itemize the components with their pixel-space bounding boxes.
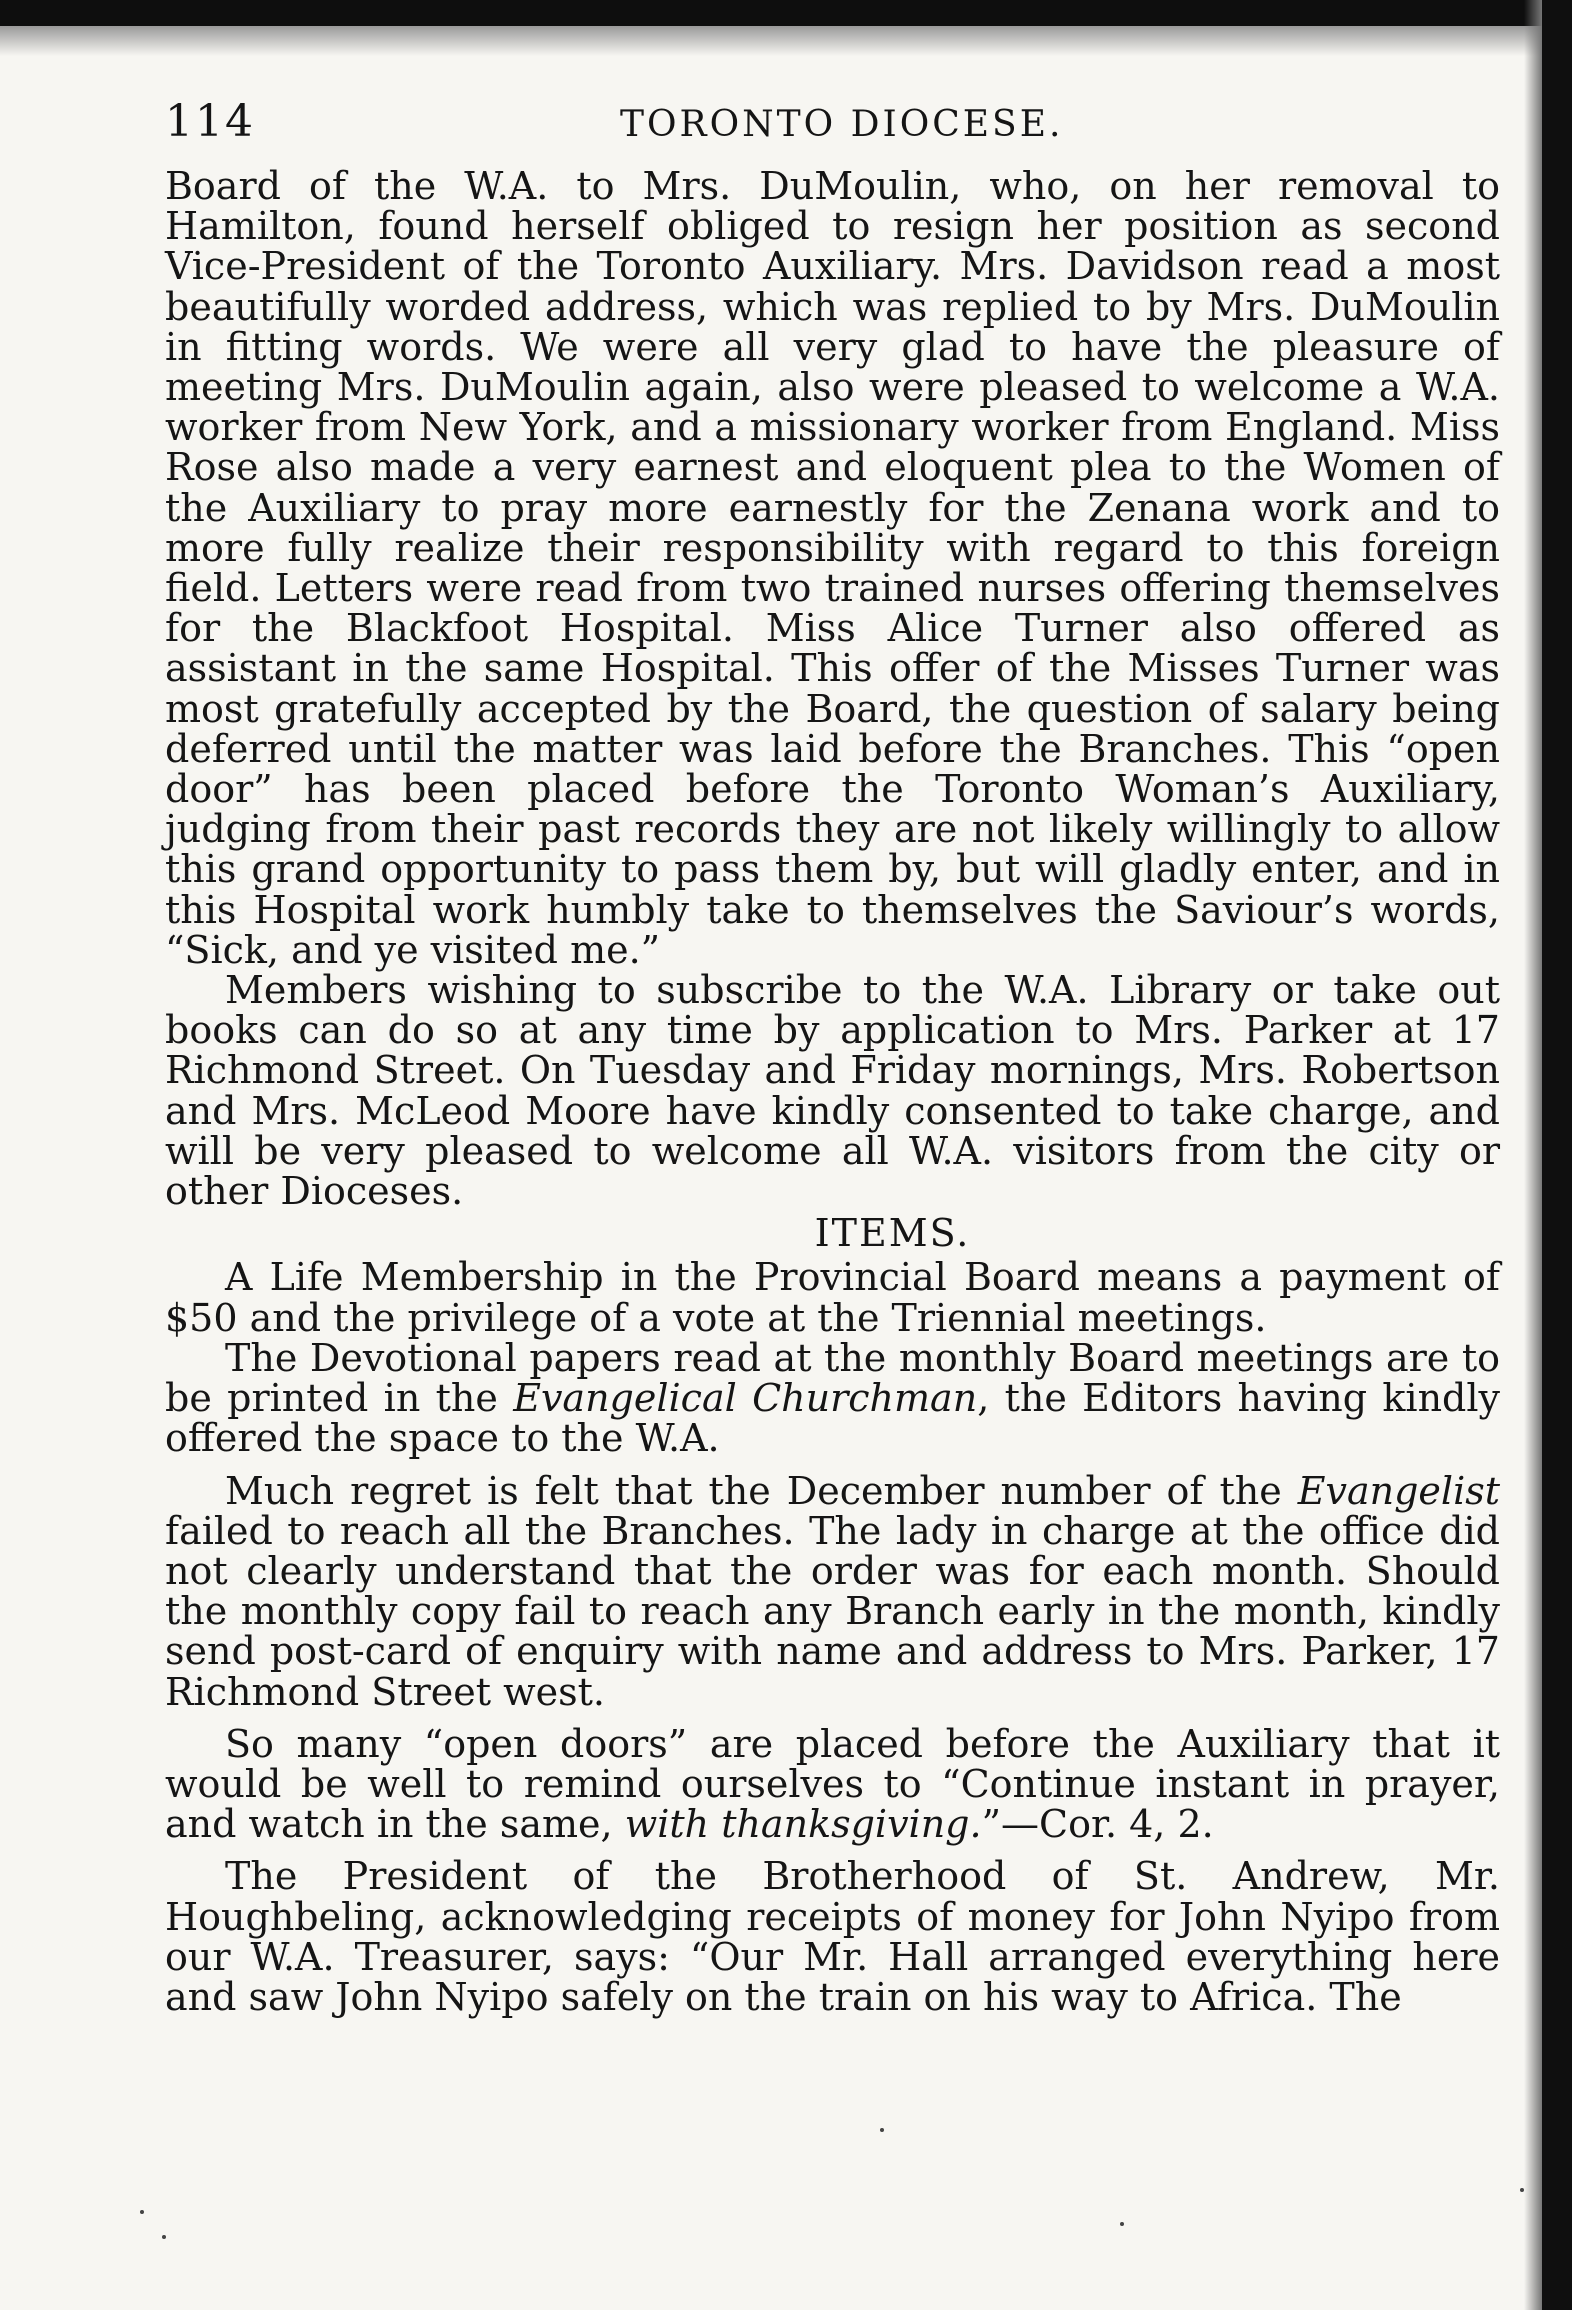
text-run: The Devotional papers read at the monthly Board meetings are to be printed in the — [165, 1335, 1500, 1421]
publication-title: Evangelical Churchman — [513, 1376, 978, 1421]
scan-speck — [140, 2210, 144, 2214]
paragraph-open-doors — [165, 1721, 1500, 1847]
items-heading: ITEMS. — [814, 1211, 971, 1256]
text-run: failed to reach all the Branches. The lady in charge at the office did not clearly understand that the order was for each month. Should the monthly copy fail to reach any Branch early in the month, kindly send post-card of enquiry with name and address to Mrs. Parker, 17 Richmond Street west. — [165, 1508, 1500, 1714]
page-number: 114 — [165, 96, 255, 147]
emphasis-text: with thanksgiving. — [624, 1802, 982, 1847]
paragraph-evangelist — [165, 1468, 1500, 1714]
publication-title: Evangelist — [1297, 1468, 1500, 1513]
scan-speck — [162, 2235, 166, 2239]
paragraph-brotherhood: The President of the Brotherhood of St. Andrew, Mr. Houghbeling, acknowledging receipts of money for John Nyipo from our W.A. Treasurer, says: “Our Mr. Hall arranged everything here and saw John Nyipo safely on the train on his way to Africa. The — [165, 1854, 1500, 2019]
text-run: So many “open doors” are placed before the Auxiliary that it would be well to remind ourselves to “Continue instant in prayer, and watch in the same, — [165, 1721, 1500, 1847]
paragraph-life-membership: A Life Membership in the Provincial Board means a payment of $50 and the privilege of a vote at the Triennial meetings. — [165, 1255, 1500, 1340]
scan-top-shadow — [0, 26, 1572, 56]
scan-speck — [1120, 2222, 1124, 2226]
text-run: Much regret is felt that the December number of the — [225, 1468, 1298, 1513]
scan-right-edge — [1542, 0, 1572, 2310]
book-page — [165, 96, 1500, 2017]
paragraph-hospital: Board of the W.A. to Mrs. DuMoulin, who, on her removal to Hamilton, found herself obliged to resign her position as second Vice-President of the Toronto Auxiliary. Mrs. Davidson read a most beautifully worded address, which was replied to by Mrs. DuMoulin in fitting words. We were all very glad to have the pleasure of meeting Mrs. DuMoulin again, also were pleased to welcome a W.A. worker from New York, and a missionary worker from England. Miss Rose also made a very earnest and eloquent plea to the Women of the Auxiliary to pray more earnestly for the Zenana work and to more fully realize their responsibility with regard to this foreign field. Letters were read from two trained nurses offering themselves for the Blackfoot Hospital. Miss Alice Turner also offered as assistant in the same Hospital. This offer of the Misses Turner was most gratefully accepted by the Board, the question of salary being deferred until the matter was laid before the Branches. This “open door” has been placed before the Toronto Woman’s Auxiliary, judging from their past records they are not likely willingly to allow this grand opportunity to pass them by, but will gladly enter, and in this Hospital work humbly take to themselves the Saviour’s words, “Sick, and ye visited me.” — [165, 164, 1500, 972]
page-body — [165, 166, 1500, 2017]
paragraph-library: Members wishing to subscribe to the W.A. Library or take out books can do so at any time by application to Mrs. Parker at 17 Richmond Street. On Tuesday and Friday mornings, Mrs. Robertson and Mrs. McLeod Moore have kindly consented to take charge, and will be very pleased to welcome all W.A. visitors from the city or other Dioceses. — [165, 968, 1500, 1214]
paragraph-devotional-papers — [165, 1335, 1500, 1461]
running-head — [165, 96, 1500, 166]
scan-top-edge — [0, 0, 1572, 26]
scan-speck — [1520, 2188, 1524, 2192]
scan-right-shadow — [1524, 0, 1542, 2310]
text-run: ”—Cor. 4, 2. — [981, 1802, 1214, 1847]
scan-speck — [880, 2128, 884, 2132]
running-title: TORONTO DIOCESE. — [620, 104, 1064, 145]
text-run: , the Editors having kindly offered the space to the W.A. — [165, 1376, 1500, 1461]
